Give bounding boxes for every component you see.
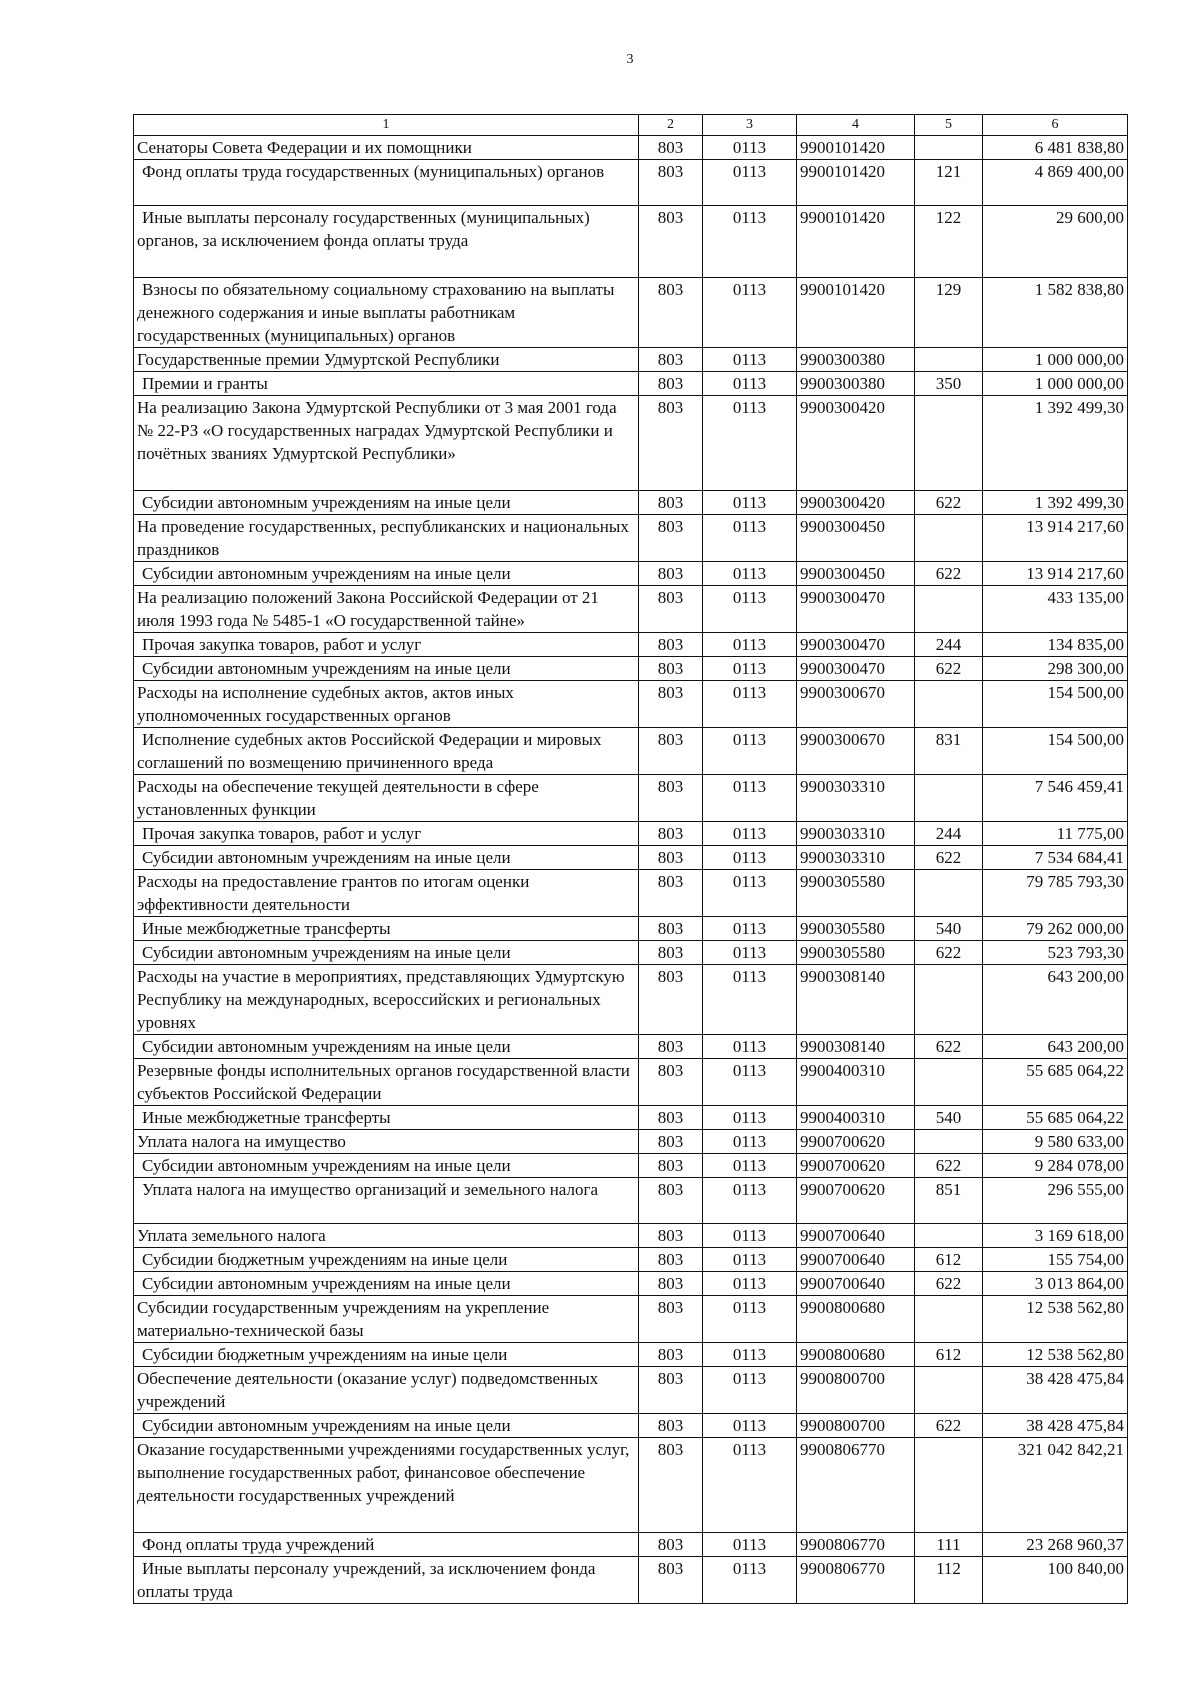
cell-name: Расходы на исполнение судебных актов, актов иных уполномоченных государственных органов xyxy=(134,681,639,728)
cell-name: Фонд оплаты труда учреждений xyxy=(134,1533,639,1557)
cell-name: Прочая закупка товаров, работ и услуг xyxy=(134,633,639,657)
cell-amount: 1 392 499,30 xyxy=(983,491,1128,515)
cell-expense-type: 622 xyxy=(915,491,983,515)
cell-ministry: 803 xyxy=(639,491,703,515)
cell-amount: 12 538 562,80 xyxy=(983,1343,1128,1367)
cell-name: Иные выплаты персоналу учреждений, за исключением фонда оплаты труда xyxy=(134,1557,639,1604)
column-header-ministry: 2 xyxy=(639,115,703,136)
cell-expense-type xyxy=(915,1224,983,1248)
cell-name: Субсидии автономным учреждениям на иные цели xyxy=(134,1154,639,1178)
cell-section: 0113 xyxy=(703,586,797,633)
cell-name: Расходы на предоставление грантов по итогам оценки эффективности деятельности xyxy=(134,870,639,917)
cell-name: Иные выплаты персоналу государственных (муниципальных) органов, за исключением фонда оплаты труда xyxy=(134,206,639,278)
table-row xyxy=(134,1248,1128,1272)
cell-ministry: 803 xyxy=(639,633,703,657)
cell-amount: 523 793,30 xyxy=(983,941,1128,965)
table-row xyxy=(134,278,1128,348)
table-row xyxy=(134,633,1128,657)
cell-section: 0113 xyxy=(703,822,797,846)
cell-ministry: 803 xyxy=(639,1178,703,1224)
cell-name: Иные межбюджетные трансферты xyxy=(134,1106,639,1130)
table-row xyxy=(134,1367,1128,1414)
table-row xyxy=(134,1557,1128,1604)
cell-ministry: 803 xyxy=(639,1296,703,1343)
cell-article: 9900806770 xyxy=(797,1533,915,1557)
cell-amount: 11 775,00 xyxy=(983,822,1128,846)
table-row xyxy=(134,681,1128,728)
cell-section: 0113 xyxy=(703,396,797,491)
cell-amount: 23 268 960,37 xyxy=(983,1533,1128,1557)
table-row xyxy=(134,136,1128,160)
cell-name: На реализацию положений Закона Российской Федерации от 21 июля 1993 года № 5485-1 «О государственной тайне» xyxy=(134,586,639,633)
table-row xyxy=(134,160,1128,206)
cell-ministry: 803 xyxy=(639,1414,703,1438)
cell-expense-type xyxy=(915,136,983,160)
cell-section: 0113 xyxy=(703,206,797,278)
cell-name: Субсидии автономным учреждениям на иные цели xyxy=(134,1272,639,1296)
cell-expense-type: 622 xyxy=(915,1272,983,1296)
cell-expense-type: 122 xyxy=(915,206,983,278)
cell-expense-type: 622 xyxy=(915,657,983,681)
cell-amount: 643 200,00 xyxy=(983,1035,1128,1059)
cell-expense-type xyxy=(915,681,983,728)
cell-expense-type: 622 xyxy=(915,1035,983,1059)
cell-amount: 4 869 400,00 xyxy=(983,160,1128,206)
table-row xyxy=(134,1343,1128,1367)
table-row xyxy=(134,965,1128,1035)
table-row xyxy=(134,491,1128,515)
cell-ministry: 803 xyxy=(639,681,703,728)
cell-section: 0113 xyxy=(703,965,797,1035)
table-row xyxy=(134,1224,1128,1248)
cell-ministry: 803 xyxy=(639,1106,703,1130)
table-row xyxy=(134,941,1128,965)
page-number: 3 xyxy=(626,52,634,67)
cell-ministry: 803 xyxy=(639,1272,703,1296)
cell-section: 0113 xyxy=(703,941,797,965)
cell-expense-type: 851 xyxy=(915,1178,983,1224)
cell-ministry: 803 xyxy=(639,586,703,633)
cell-section: 0113 xyxy=(703,348,797,372)
cell-ministry: 803 xyxy=(639,1224,703,1248)
cell-section: 0113 xyxy=(703,515,797,562)
table-row xyxy=(134,775,1128,822)
cell-expense-type xyxy=(915,775,983,822)
cell-ministry: 803 xyxy=(639,728,703,775)
cell-expense-type xyxy=(915,965,983,1035)
cell-article: 9900101420 xyxy=(797,278,915,348)
cell-name: Субсидии автономным учреждениям на иные цели xyxy=(134,941,639,965)
cell-name: Субсидии автономным учреждениям на иные цели xyxy=(134,562,639,586)
table-header-row xyxy=(134,115,1128,136)
cell-ministry: 803 xyxy=(639,1438,703,1533)
cell-expense-type: 121 xyxy=(915,160,983,206)
cell-ministry: 803 xyxy=(639,846,703,870)
cell-article: 9900300670 xyxy=(797,681,915,728)
cell-expense-type xyxy=(915,1438,983,1533)
cell-amount: 100 840,00 xyxy=(983,1557,1128,1604)
cell-ministry: 803 xyxy=(639,941,703,965)
cell-section: 0113 xyxy=(703,562,797,586)
cell-amount: 79 262 000,00 xyxy=(983,917,1128,941)
cell-amount: 321 042 842,21 xyxy=(983,1438,1128,1533)
cell-ministry: 803 xyxy=(639,775,703,822)
cell-ministry: 803 xyxy=(639,396,703,491)
cell-amount: 55 685 064,22 xyxy=(983,1059,1128,1106)
cell-amount: 643 200,00 xyxy=(983,965,1128,1035)
table-row xyxy=(134,396,1128,491)
cell-section: 0113 xyxy=(703,917,797,941)
cell-amount: 134 835,00 xyxy=(983,633,1128,657)
cell-name: Субсидии автономным учреждениям на иные цели xyxy=(134,1035,639,1059)
cell-ministry: 803 xyxy=(639,822,703,846)
cell-name: Субсидии бюджетным учреждениям на иные цели xyxy=(134,1248,639,1272)
table-row xyxy=(134,206,1128,278)
cell-amount: 1 582 838,80 xyxy=(983,278,1128,348)
cell-expense-type xyxy=(915,1130,983,1154)
cell-name: Субсидии бюджетным учреждениям на иные цели xyxy=(134,1343,639,1367)
cell-section: 0113 xyxy=(703,633,797,657)
cell-name: Субсидии государственным учреждениям на укрепление материально-технической базы xyxy=(134,1296,639,1343)
cell-article: 9900308140 xyxy=(797,965,915,1035)
cell-name: Субсидии автономным учреждениям на иные цели xyxy=(134,1414,639,1438)
table-row xyxy=(134,822,1128,846)
cell-expense-type: 831 xyxy=(915,728,983,775)
cell-ministry: 803 xyxy=(639,657,703,681)
table-row xyxy=(134,1059,1128,1106)
cell-expense-type: 612 xyxy=(915,1343,983,1367)
cell-ministry: 803 xyxy=(639,1248,703,1272)
cell-ministry: 803 xyxy=(639,562,703,586)
cell-article: 9900800680 xyxy=(797,1343,915,1367)
cell-section: 0113 xyxy=(703,1533,797,1557)
cell-article: 9900700640 xyxy=(797,1224,915,1248)
cell-article: 9900300670 xyxy=(797,728,915,775)
cell-amount: 1 000 000,00 xyxy=(983,348,1128,372)
cell-expense-type xyxy=(915,586,983,633)
column-header-expense-type: 5 xyxy=(915,115,983,136)
cell-ministry: 803 xyxy=(639,1154,703,1178)
cell-section: 0113 xyxy=(703,1178,797,1224)
table-row xyxy=(134,1272,1128,1296)
cell-section: 0113 xyxy=(703,1343,797,1367)
column-header-article: 4 xyxy=(797,115,915,136)
cell-section: 0113 xyxy=(703,1106,797,1130)
cell-name: На реализацию Закона Удмуртской Республики от 3 мая 2001 года № 22-РЗ «О государственных наградах Удмуртской Республики и почётных званиях Удмуртской Республики» xyxy=(134,396,639,491)
cell-amount: 154 500,00 xyxy=(983,728,1128,775)
table-row xyxy=(134,372,1128,396)
cell-expense-type: 540 xyxy=(915,917,983,941)
table-row xyxy=(134,586,1128,633)
cell-amount: 7 546 459,41 xyxy=(983,775,1128,822)
cell-name: Государственные премии Удмуртской Республики xyxy=(134,348,639,372)
cell-section: 0113 xyxy=(703,1224,797,1248)
cell-article: 9900700640 xyxy=(797,1248,915,1272)
cell-article: 9900300470 xyxy=(797,657,915,681)
cell-ministry: 803 xyxy=(639,206,703,278)
cell-section: 0113 xyxy=(703,1059,797,1106)
cell-name: Уплата земельного налога xyxy=(134,1224,639,1248)
cell-article: 9900300420 xyxy=(797,491,915,515)
cell-name: Обеспечение деятельности (оказание услуг) подведомственных учреждений xyxy=(134,1367,639,1414)
cell-ministry: 803 xyxy=(639,870,703,917)
cell-expense-type: 540 xyxy=(915,1106,983,1130)
cell-name: Иные межбюджетные трансферты xyxy=(134,917,639,941)
table-row xyxy=(134,515,1128,562)
cell-article: 9900400310 xyxy=(797,1059,915,1106)
cell-amount: 3 013 864,00 xyxy=(983,1272,1128,1296)
cell-amount: 12 538 562,80 xyxy=(983,1296,1128,1343)
cell-ministry: 803 xyxy=(639,917,703,941)
cell-amount: 79 785 793,30 xyxy=(983,870,1128,917)
table-row xyxy=(134,846,1128,870)
cell-article: 9900800700 xyxy=(797,1414,915,1438)
cell-amount: 154 500,00 xyxy=(983,681,1128,728)
cell-section: 0113 xyxy=(703,1414,797,1438)
cell-ministry: 803 xyxy=(639,1367,703,1414)
table-row xyxy=(134,1154,1128,1178)
cell-article: 9900303310 xyxy=(797,822,915,846)
table-row xyxy=(134,657,1128,681)
cell-expense-type: 244 xyxy=(915,633,983,657)
cell-amount: 9 284 078,00 xyxy=(983,1154,1128,1178)
cell-amount: 1 000 000,00 xyxy=(983,372,1128,396)
cell-amount: 7 534 684,41 xyxy=(983,846,1128,870)
cell-ministry: 803 xyxy=(639,1035,703,1059)
table-row xyxy=(134,1130,1128,1154)
cell-section: 0113 xyxy=(703,160,797,206)
cell-section: 0113 xyxy=(703,1130,797,1154)
table-row xyxy=(134,1533,1128,1557)
cell-article: 9900101420 xyxy=(797,136,915,160)
cell-expense-type xyxy=(915,348,983,372)
budget-table xyxy=(133,114,1128,1604)
cell-name: Субсидии автономным учреждениям на иные цели xyxy=(134,491,639,515)
cell-section: 0113 xyxy=(703,1438,797,1533)
cell-expense-type: 112 xyxy=(915,1557,983,1604)
cell-expense-type: 111 xyxy=(915,1533,983,1557)
cell-article: 9900400310 xyxy=(797,1106,915,1130)
cell-article: 9900303310 xyxy=(797,775,915,822)
cell-expense-type xyxy=(915,1367,983,1414)
cell-name: Прочая закупка товаров, работ и услуг xyxy=(134,822,639,846)
column-header-section: 3 xyxy=(703,115,797,136)
cell-name: Расходы на участие в мероприятиях, представляющих Удмуртскую Республику на международных, всероссийских и региональных уровнях xyxy=(134,965,639,1035)
cell-name: Уплата налога на имущество xyxy=(134,1130,639,1154)
cell-article: 9900101420 xyxy=(797,160,915,206)
cell-section: 0113 xyxy=(703,1272,797,1296)
cell-section: 0113 xyxy=(703,278,797,348)
cell-name: На проведение государственных, республиканских и национальных праздников xyxy=(134,515,639,562)
cell-article: 9900300380 xyxy=(797,348,915,372)
cell-amount: 38 428 475,84 xyxy=(983,1414,1128,1438)
cell-amount: 38 428 475,84 xyxy=(983,1367,1128,1414)
cell-expense-type xyxy=(915,396,983,491)
cell-article: 9900700620 xyxy=(797,1130,915,1154)
cell-article: 9900101420 xyxy=(797,206,915,278)
cell-article: 9900806770 xyxy=(797,1438,915,1533)
cell-amount: 1 392 499,30 xyxy=(983,396,1128,491)
cell-article: 9900800680 xyxy=(797,1296,915,1343)
cell-article: 9900305580 xyxy=(797,870,915,917)
cell-expense-type: 622 xyxy=(915,941,983,965)
cell-section: 0113 xyxy=(703,1296,797,1343)
cell-name: Субсидии автономным учреждениям на иные цели xyxy=(134,657,639,681)
table-row xyxy=(134,348,1128,372)
cell-ministry: 803 xyxy=(639,1059,703,1106)
cell-expense-type: 612 xyxy=(915,1248,983,1272)
column-header-amount: 6 xyxy=(983,115,1128,136)
cell-article: 9900305580 xyxy=(797,917,915,941)
cell-section: 0113 xyxy=(703,657,797,681)
cell-expense-type xyxy=(915,870,983,917)
cell-amount: 155 754,00 xyxy=(983,1248,1128,1272)
cell-article: 9900308140 xyxy=(797,1035,915,1059)
cell-name: Оказание государственными учреждениями государственных услуг, выполнение государственных работ, финансовое обеспечение деятельности государственных учреждений xyxy=(134,1438,639,1533)
cell-amount: 9 580 633,00 xyxy=(983,1130,1128,1154)
cell-name: Резервные фонды исполнительных органов государственной власти субъектов Российской Федерации xyxy=(134,1059,639,1106)
cell-section: 0113 xyxy=(703,1035,797,1059)
cell-section: 0113 xyxy=(703,728,797,775)
table-row xyxy=(134,1178,1128,1224)
cell-name: Исполнение судебных актов Российской Федерации и мировых соглашений по возмещению причиненного вреда xyxy=(134,728,639,775)
cell-name: Расходы на обеспечение текущей деятельности в сфере установленных функции xyxy=(134,775,639,822)
cell-amount: 13 914 217,60 xyxy=(983,562,1128,586)
cell-name: Взносы по обязательному социальному страхованию на выплаты денежного содержания и иные выплаты работникам государственных (муниципальных) органов xyxy=(134,278,639,348)
cell-expense-type: 622 xyxy=(915,846,983,870)
cell-section: 0113 xyxy=(703,372,797,396)
table-body xyxy=(134,136,1128,1604)
table-row xyxy=(134,1438,1128,1533)
cell-expense-type xyxy=(915,515,983,562)
cell-ministry: 803 xyxy=(639,1557,703,1604)
cell-ministry: 803 xyxy=(639,278,703,348)
cell-article: 9900300470 xyxy=(797,633,915,657)
cell-expense-type: 622 xyxy=(915,1154,983,1178)
table-row xyxy=(134,870,1128,917)
cell-article: 9900300450 xyxy=(797,515,915,562)
cell-expense-type xyxy=(915,1296,983,1343)
table-row xyxy=(134,1035,1128,1059)
cell-section: 0113 xyxy=(703,491,797,515)
cell-section: 0113 xyxy=(703,1367,797,1414)
cell-name: Уплата налога на имущество организаций и земельного налога xyxy=(134,1178,639,1224)
cell-name: Премии и гранты xyxy=(134,372,639,396)
cell-article: 9900700640 xyxy=(797,1272,915,1296)
cell-amount: 55 685 064,22 xyxy=(983,1106,1128,1130)
cell-name: Сенаторы Совета Федерации и их помощники xyxy=(134,136,639,160)
cell-section: 0113 xyxy=(703,775,797,822)
table-row xyxy=(134,1106,1128,1130)
cell-section: 0113 xyxy=(703,1248,797,1272)
cell-expense-type: 350 xyxy=(915,372,983,396)
table-row xyxy=(134,562,1128,586)
column-header-name: 1 xyxy=(134,115,639,136)
cell-ministry: 803 xyxy=(639,1130,703,1154)
cell-expense-type: 129 xyxy=(915,278,983,348)
cell-ministry: 803 xyxy=(639,348,703,372)
cell-section: 0113 xyxy=(703,1154,797,1178)
cell-amount: 433 135,00 xyxy=(983,586,1128,633)
cell-section: 0113 xyxy=(703,870,797,917)
cell-name: Субсидии автономным учреждениям на иные цели xyxy=(134,846,639,870)
cell-section: 0113 xyxy=(703,681,797,728)
cell-expense-type xyxy=(915,1059,983,1106)
cell-amount: 3 169 618,00 xyxy=(983,1224,1128,1248)
cell-article: 9900300420 xyxy=(797,396,915,491)
cell-expense-type: 622 xyxy=(915,562,983,586)
cell-amount: 6 481 838,80 xyxy=(983,136,1128,160)
cell-ministry: 803 xyxy=(639,136,703,160)
cell-amount: 29 600,00 xyxy=(983,206,1128,278)
cell-ministry: 803 xyxy=(639,1343,703,1367)
cell-amount: 298 300,00 xyxy=(983,657,1128,681)
cell-ministry: 803 xyxy=(639,965,703,1035)
cell-article: 9900303310 xyxy=(797,846,915,870)
cell-section: 0113 xyxy=(703,1557,797,1604)
cell-article: 9900300380 xyxy=(797,372,915,396)
cell-ministry: 803 xyxy=(639,372,703,396)
cell-ministry: 803 xyxy=(639,515,703,562)
cell-ministry: 803 xyxy=(639,1533,703,1557)
cell-amount: 296 555,00 xyxy=(983,1178,1128,1224)
cell-section: 0113 xyxy=(703,136,797,160)
table-row xyxy=(134,1296,1128,1343)
table-row xyxy=(134,728,1128,775)
cell-article: 9900700620 xyxy=(797,1154,915,1178)
cell-section: 0113 xyxy=(703,846,797,870)
table-row xyxy=(134,917,1128,941)
cell-expense-type: 244 xyxy=(915,822,983,846)
cell-article: 9900800700 xyxy=(797,1367,915,1414)
cell-article: 9900300470 xyxy=(797,586,915,633)
cell-expense-type: 622 xyxy=(915,1414,983,1438)
cell-article: 9900305580 xyxy=(797,941,915,965)
cell-ministry: 803 xyxy=(639,160,703,206)
table-row xyxy=(134,1414,1128,1438)
cell-article: 9900806770 xyxy=(797,1557,915,1604)
cell-name: Фонд оплаты труда государственных (муниципальных) органов xyxy=(134,160,639,206)
cell-article: 9900300450 xyxy=(797,562,915,586)
cell-amount: 13 914 217,60 xyxy=(983,515,1128,562)
cell-article: 9900700620 xyxy=(797,1178,915,1224)
